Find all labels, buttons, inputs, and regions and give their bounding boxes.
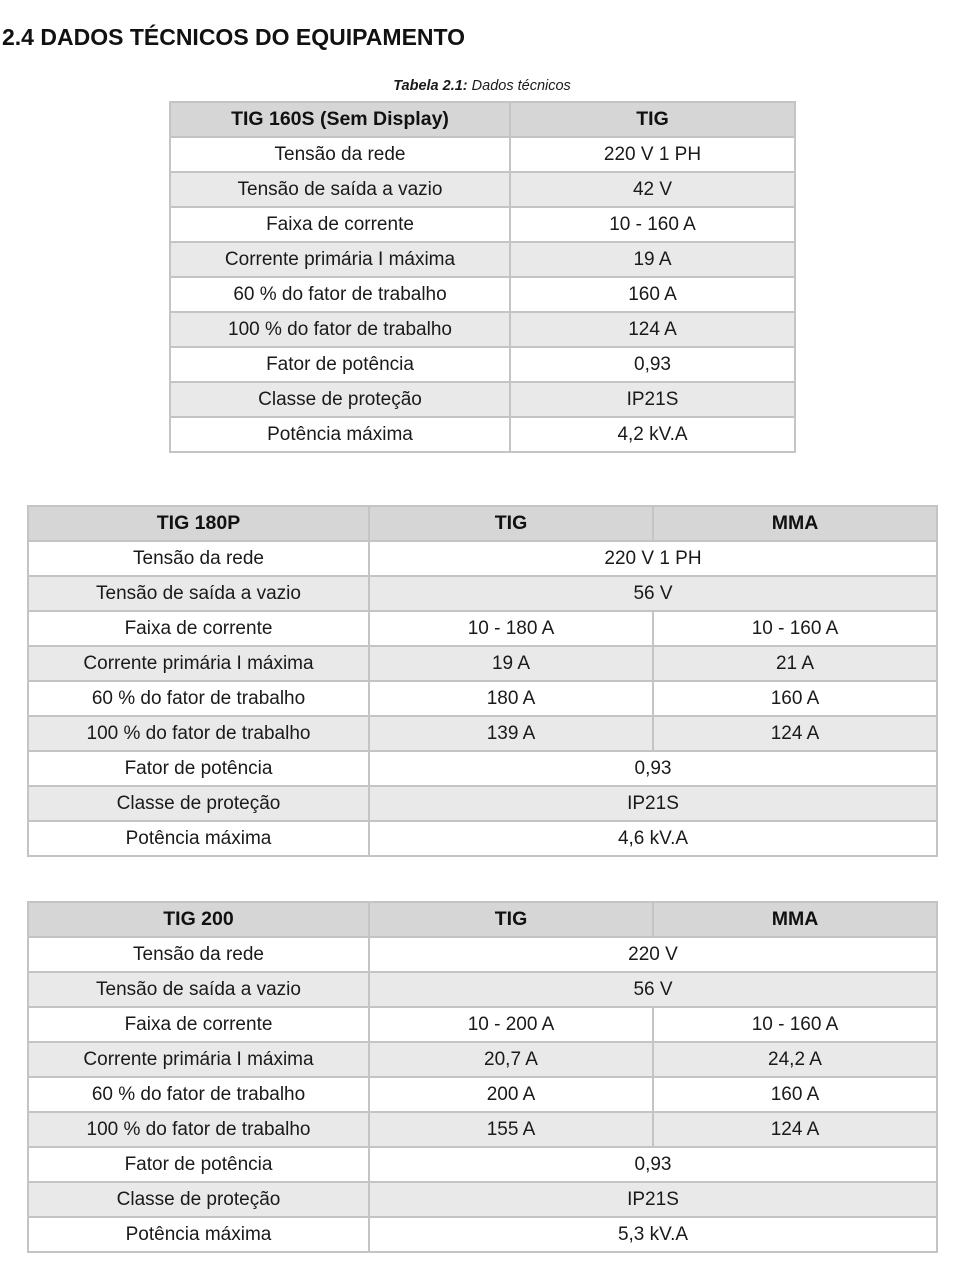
row-label: Tensão de saída a vazio [28, 972, 369, 1007]
caption-label: Tabela 2.1: [393, 78, 468, 94]
row-value-tig: 180 A [369, 681, 653, 716]
header-cell: TIG [369, 902, 653, 937]
row-value: 10 - 160 A [510, 207, 795, 242]
table-caption [0, 78, 964, 94]
header-cell: TIG 160S (Sem Display) [170, 102, 510, 137]
spec-table-tig-160s [169, 101, 796, 453]
header-cell: TIG [369, 506, 653, 541]
table-row [28, 937, 937, 972]
row-label: Classe de proteção [28, 786, 369, 821]
table-row [170, 417, 795, 452]
row-value-mma: 124 A [653, 716, 937, 751]
table-row [28, 611, 937, 646]
row-label: Faixa de corrente [28, 611, 369, 646]
table-row [28, 681, 937, 716]
table-row [28, 751, 937, 786]
row-label: Classe de proteção [170, 382, 510, 417]
row-label: 100 % do fator de trabalho [28, 1112, 369, 1147]
row-value: 42 V [510, 172, 795, 207]
row-value: 220 V 1 PH [369, 541, 937, 576]
section-heading: 2.4 DADOS TÉCNICOS DO EQUIPAMENTO [2, 24, 466, 50]
row-value-mma: 21 A [653, 646, 937, 681]
row-label: Classe de proteção [28, 1182, 369, 1217]
table-header-row [170, 102, 795, 137]
table-row [28, 1217, 937, 1252]
row-label: Fator de potência [28, 751, 369, 786]
row-value: 0,93 [510, 347, 795, 382]
table-row [170, 312, 795, 347]
row-value: 4,6 kV.A [369, 821, 937, 856]
row-value: 56 V [369, 972, 937, 1007]
header-cell: MMA [653, 902, 937, 937]
row-value: IP21S [510, 382, 795, 417]
table-row [28, 1147, 937, 1182]
row-label: Corrente primária I máxima [170, 242, 510, 277]
row-label: Tensão de saída a vazio [170, 172, 510, 207]
row-label: Potência máxima [28, 821, 369, 856]
header-cell: MMA [653, 506, 937, 541]
row-label: Tensão de saída a vazio [28, 576, 369, 611]
row-value-mma: 24,2 A [653, 1042, 937, 1077]
row-value: IP21S [369, 1182, 937, 1217]
row-label: Fator de potência [28, 1147, 369, 1182]
table-row [28, 821, 937, 856]
row-value: 0,93 [369, 751, 937, 786]
row-value: 220 V 1 PH [510, 137, 795, 172]
table-row [28, 972, 937, 1007]
row-label: Potência máxima [28, 1217, 369, 1252]
row-value-tig: 200 A [369, 1077, 653, 1112]
header-cell: TIG 200 [28, 902, 369, 937]
table-row [28, 646, 937, 681]
row-value: 56 V [369, 576, 937, 611]
header-cell: TIG [510, 102, 795, 137]
row-label: Potência máxima [170, 417, 510, 452]
table-header-row [28, 506, 937, 541]
table-row [28, 1007, 937, 1042]
row-label: 100 % do fator de trabalho [28, 716, 369, 751]
row-label: Tensão da rede [28, 541, 369, 576]
row-value-mma: 10 - 160 A [653, 611, 937, 646]
table-row [170, 242, 795, 277]
row-value: 0,93 [369, 1147, 937, 1182]
row-value-tig: 155 A [369, 1112, 653, 1147]
table-row [28, 786, 937, 821]
table-row [170, 137, 795, 172]
table-row [170, 172, 795, 207]
row-label: Faixa de corrente [170, 207, 510, 242]
row-label: Fator de potência [170, 347, 510, 382]
row-value: 124 A [510, 312, 795, 347]
row-value: 5,3 kV.A [369, 1217, 937, 1252]
row-label: 60 % do fator de trabalho [28, 681, 369, 716]
table-row [28, 541, 937, 576]
row-value-tig: 10 - 200 A [369, 1007, 653, 1042]
row-label: Tensão da rede [28, 937, 369, 972]
row-value-mma: 160 A [653, 681, 937, 716]
table-row [170, 382, 795, 417]
row-label: 60 % do fator de trabalho [28, 1077, 369, 1112]
row-value: 220 V [369, 937, 937, 972]
row-label: Faixa de corrente [28, 1007, 369, 1042]
spec-table-tig-180p [27, 505, 938, 857]
row-value-mma: 160 A [653, 1077, 937, 1112]
row-value-mma: 10 - 160 A [653, 1007, 937, 1042]
row-value: 4,2 kV.A [510, 417, 795, 452]
spec-table-tig-200 [27, 901, 938, 1253]
row-label: 60 % do fator de trabalho [170, 277, 510, 312]
table-row [28, 716, 937, 751]
row-value: IP21S [369, 786, 937, 821]
table-row [28, 576, 937, 611]
table-row [28, 1112, 937, 1147]
row-value-tig: 20,7 A [369, 1042, 653, 1077]
table-row [170, 347, 795, 382]
table-row [28, 1182, 937, 1217]
row-label: Corrente primária I máxima [28, 1042, 369, 1077]
row-value-mma: 124 A [653, 1112, 937, 1147]
table-row [28, 1077, 937, 1112]
row-value: 19 A [510, 242, 795, 277]
row-value-tig: 139 A [369, 716, 653, 751]
table-row [170, 277, 795, 312]
table-row [28, 1042, 937, 1077]
row-value-tig: 10 - 180 A [369, 611, 653, 646]
caption-text: Dados técnicos [467, 78, 571, 94]
table-row [170, 207, 795, 242]
header-cell: TIG 180P [28, 506, 369, 541]
row-value-tig: 19 A [369, 646, 653, 681]
row-label: Corrente primária I máxima [28, 646, 369, 681]
row-label: 100 % do fator de trabalho [170, 312, 510, 347]
row-label: Tensão da rede [170, 137, 510, 172]
table-header-row [28, 902, 937, 937]
row-value: 160 A [510, 277, 795, 312]
